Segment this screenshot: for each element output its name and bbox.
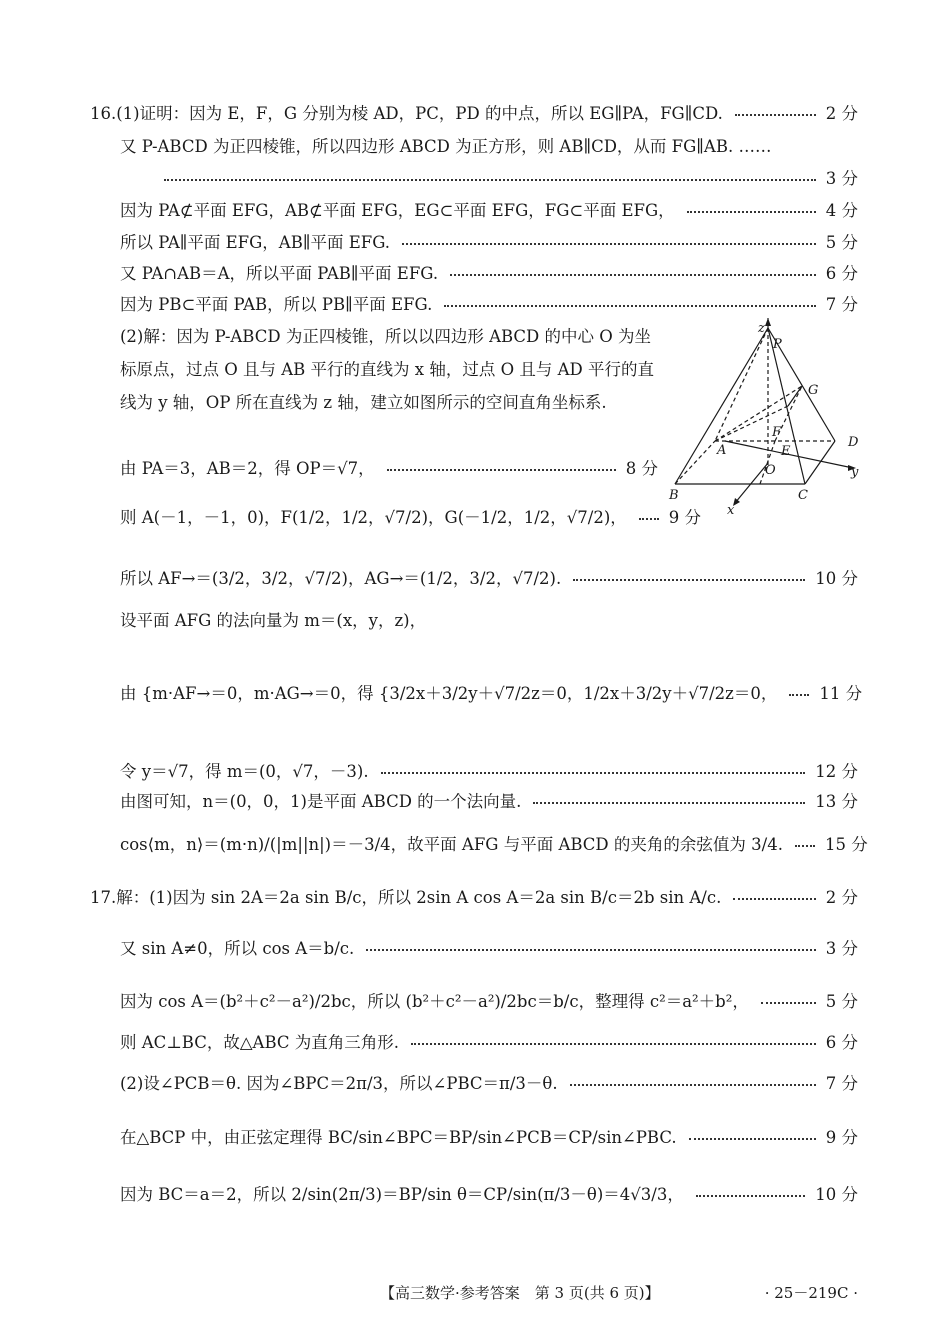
answer-line — [120, 827, 868, 859]
line-text: 又 PA∩AB＝A，所以平面 PAB∥平面 EFG. — [120, 264, 439, 283]
pyramid-diagram — [665, 318, 870, 518]
label-P: P — [773, 337, 782, 352]
label-D: D — [848, 435, 859, 450]
line-text: 则 AC⊥BC，故△ABC 为直角三角形. — [120, 1033, 400, 1052]
solution-paragraph: (2)解：因为 P-ABCD 为正四棱锥，所以以四边形 ABCD 的中心 O 为坐标原点，过点 O 且与 AB 平行的直线为 x 轴，过点 O 且与 AD 平行的直线为 y 轴，OP 所在直线为 z 轴，建立如图所示的空间直角坐标系. — [120, 327, 654, 412]
score-label: 8 分 — [625, 459, 658, 478]
label-E: E — [781, 444, 791, 459]
line-text: 由 {m·AF→＝0，m·AG→＝0，得 {3/2x＋3/2y＋√7/2z＝0，1/2x＋3/2y＋√7/2z＝0， — [120, 684, 778, 703]
score-label: 6 分 — [825, 1033, 858, 1052]
dot-leader — [795, 845, 815, 847]
line-text: 又 sin A≠0，所以 cos A＝b/c. — [120, 939, 355, 958]
dot-leader — [735, 114, 816, 116]
label-C: C — [798, 488, 808, 503]
dot-leader — [789, 694, 809, 696]
answer-line — [120, 193, 858, 225]
line-text: 因为 BC＝a＝2，所以 2/sin(2π/3)＝BP/sin θ＝CP/sin(π/3－θ)＝4√3/3， — [120, 1185, 684, 1204]
line-text: 所以 PA∥平面 EFG，AB∥平面 EFG. — [120, 233, 391, 252]
line-text: 17.解：(1)因为 sin 2A＝2a sin B/c，所以 2sin A cos A＝2a sin B/c＝2b sin A/c. — [90, 888, 722, 907]
answer-line — [120, 1025, 858, 1057]
score-label: 5 分 — [825, 233, 858, 252]
dot-leader — [450, 274, 816, 276]
dot-leader — [733, 898, 815, 900]
dot-leader — [402, 243, 816, 245]
label-x: x — [727, 503, 735, 518]
score-label: 9 分 — [668, 508, 702, 527]
dot-leader — [570, 1084, 816, 1086]
answer-line — [120, 500, 702, 532]
score-label: 7 分 — [825, 295, 858, 314]
score-label: 2 分 — [825, 888, 858, 907]
footer-title: 【高三数学·参考答案 第 3 页(共 6 页)】 — [380, 1284, 660, 1302]
answer-line — [120, 1120, 858, 1152]
dot-leader — [696, 1195, 805, 1197]
answer-line — [120, 561, 858, 593]
answer-line — [120, 754, 858, 786]
answer-line — [158, 161, 858, 193]
line-text: 由图可知，n＝(0，0，1)是平面 ABCD 的一个法向量. — [120, 792, 522, 811]
score-label: 4 分 — [825, 201, 858, 220]
answer-line — [120, 784, 858, 816]
dot-leader — [164, 179, 816, 181]
dot-leader — [687, 211, 816, 213]
line-text: 因为 cos A＝(b²＋c²－a²)/2bc，所以 (b²＋c²－a²)/2bc＝b/c，整理得 c²＝a²＋b²， — [120, 992, 749, 1011]
answer-line — [90, 96, 858, 128]
score-label: 13 分 — [815, 792, 858, 811]
score-label: 2 分 — [825, 104, 858, 123]
label-O: O — [765, 463, 776, 478]
label-A: A — [717, 443, 727, 458]
label-G: G — [808, 383, 819, 398]
line-text: 由 PA＝3，AB＝2，得 OP＝√7， — [120, 459, 375, 478]
dot-leader — [639, 518, 659, 520]
footer-code: · 25－219C · — [764, 1284, 858, 1302]
dot-leader — [387, 469, 616, 471]
score-label: 7 分 — [825, 1074, 858, 1093]
line-text: (2)设∠PCB＝θ. 因为∠BPC＝2π/3，所以∠PBC＝π/3－θ. — [120, 1074, 558, 1093]
score-label: 3 分 — [825, 169, 858, 188]
label-y: y — [851, 465, 859, 480]
score-label: 10 分 — [815, 1185, 858, 1204]
line-text: cos⟨m，n⟩＝(m·n)/(|m||n|)＝－3/4，故平面 AFG 与平面 ABCD 的夹角的余弦值为 3/4. — [120, 835, 783, 854]
dot-leader — [366, 949, 815, 951]
label-F: F — [772, 425, 782, 440]
line-text: 因为 PB⊂平面 PAB，所以 PB∥平面 EFG. — [120, 295, 433, 314]
dot-leader — [573, 579, 805, 581]
dot-leader — [381, 772, 806, 774]
answer-line — [120, 1177, 858, 1209]
line-text: 在△BCP 中，由正弦定理得 BC/sin∠BPC＝BP/sin∠PCB＝CP/sin∠PBC. — [120, 1128, 677, 1147]
dot-leader — [689, 1138, 816, 1140]
answer-line — [120, 603, 858, 635]
answer-line — [120, 451, 858, 483]
answer-line — [120, 1066, 858, 1098]
answer-line — [90, 880, 858, 912]
line-text: 因为 PA⊄平面 EFG，AB⊄平面 EFG，EG⊂平面 EFG，FG⊂平面 EFG， — [120, 201, 675, 220]
score-label: 9 分 — [825, 1128, 858, 1147]
line-text: 设平面 AFG 的法向量为 m＝(x，y，z)， — [120, 611, 427, 630]
score-label: 11 分 — [819, 684, 863, 703]
answer-line — [120, 676, 863, 708]
answer-line — [120, 931, 858, 963]
label-z: z — [758, 321, 765, 336]
line-text: 16.(1)证明：因为 E，F，G 分别为棱 AD，PC，PD 的中点，所以 EG∥PA，FG∥CD. — [90, 104, 723, 123]
score-label: 12 分 — [815, 762, 858, 781]
score-label: 15 分 — [824, 835, 868, 854]
page-footer — [0, 1282, 950, 1310]
pyramid-figure — [665, 318, 870, 518]
dot-leader — [761, 1002, 816, 1004]
dot-leader — [411, 1043, 816, 1045]
answer-line — [120, 225, 858, 257]
line-text: 又 P-ABCD 为正四棱锥，所以四边形 ABCD 为正方形，则 AB∥CD，从而 FG∥AB. …… — [120, 137, 772, 156]
answer-line — [120, 256, 858, 288]
answer-line — [120, 984, 858, 1016]
score-label: 6 分 — [825, 264, 858, 283]
score-label: 3 分 — [825, 939, 858, 958]
line-text: 则 A(－1，－1，0)，F(1/2，1/2，√7/2)，G(－1/2，1/2，√7/2)， — [120, 508, 627, 527]
answer-line — [120, 129, 858, 161]
dot-leader — [533, 802, 805, 804]
label-B: B — [669, 488, 679, 503]
line-text: 所以 AF→＝(3/2，3/2，√7/2)，AG→＝(1/2，3/2，√7/2). — [120, 569, 562, 588]
line-text: 令 y＝√7，得 m＝(0，√7，－3). — [120, 762, 369, 781]
score-label: 5 分 — [825, 992, 858, 1011]
score-label: 10 分 — [815, 569, 858, 588]
dot-leader — [444, 305, 815, 307]
answer-line — [120, 287, 858, 319]
